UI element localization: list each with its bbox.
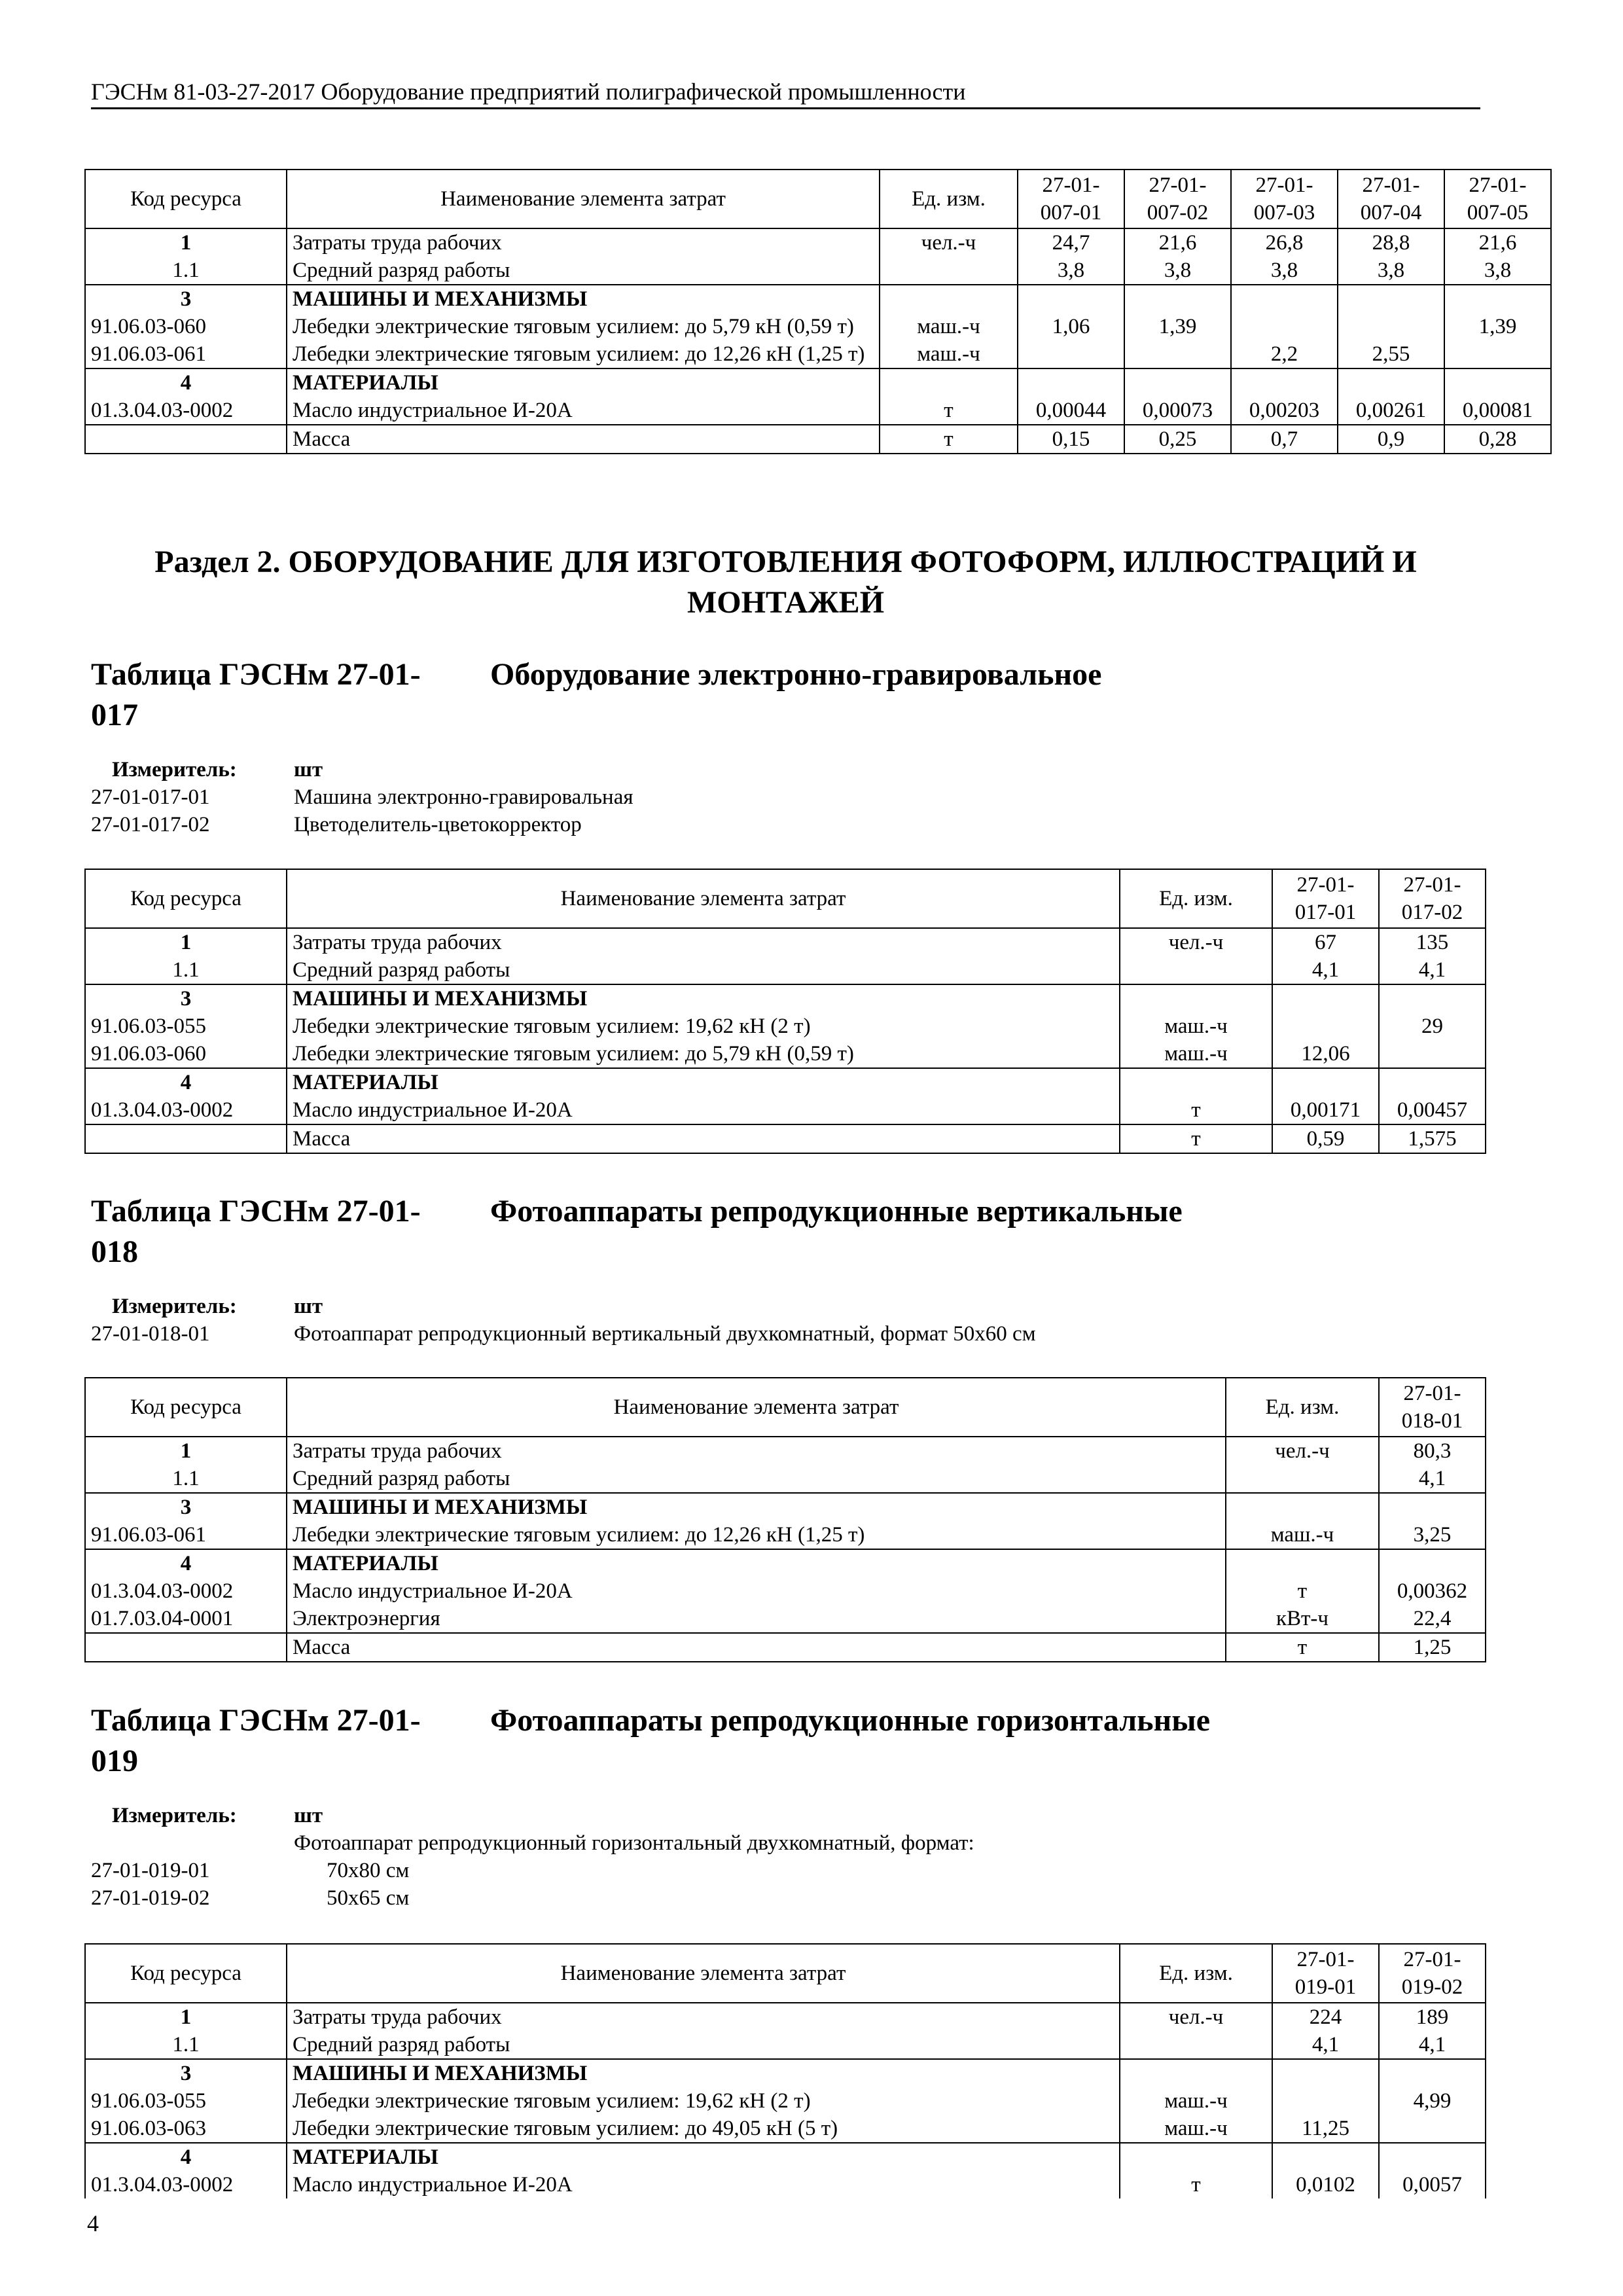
resource-code: 4 <box>85 2143 287 2171</box>
table-number: Таблица ГЭСНм 27-01-019 <box>91 1703 421 1778</box>
resource-code: 4 <box>85 1068 287 1096</box>
table-row <box>85 2003 1486 2031</box>
value-cell: 67 <box>1272 928 1379 956</box>
resource-unit: т <box>1120 1124 1272 1153</box>
resource-name: Масса <box>287 425 880 454</box>
value-cell: 0,15 <box>1018 425 1124 454</box>
table-row <box>85 2059 1486 2087</box>
value-cell: 12,06 <box>1272 1040 1379 1068</box>
measure-unit: шт <box>294 1295 323 1318</box>
resource-code: 1 <box>85 1437 287 1465</box>
item-text: Цветоделитель-цветокорректор <box>294 813 582 836</box>
table-title <box>91 1700 1480 1782</box>
table-row <box>85 1493 1486 1521</box>
value-cell: 4,1 <box>1379 956 1486 984</box>
resource-unit <box>1120 956 1272 984</box>
resource-name: Затраты труда рабочих <box>287 228 880 257</box>
value-cell: 80,3 <box>1379 1437 1486 1465</box>
page-number: 4 <box>87 2210 99 2236</box>
table-row <box>85 956 1486 984</box>
value-cell: 135 <box>1379 928 1486 956</box>
value-cell: 0,00073 <box>1124 397 1231 425</box>
resource-code: 1.1 <box>85 956 287 984</box>
resource-name: Затраты труда рабочих <box>287 928 1120 956</box>
value-cell: 2,55 <box>1338 340 1444 368</box>
measure-unit: шт <box>294 1804 323 1827</box>
table-row <box>85 1437 1486 1465</box>
table-007 <box>84 169 1552 454</box>
value-cell: 4,1 <box>1379 1465 1486 1493</box>
resource-group-name: МАШИНЫ И МЕХАНИЗМЫ <box>287 984 1120 1013</box>
table-row <box>85 2115 1486 2143</box>
item-code: 27-01-017-01 <box>91 785 210 809</box>
item-text: Фотоаппарат репродукционный вертикальный двухкомнатный, формат 50х60 см <box>294 1322 1036 1346</box>
table-name: Фотоаппараты репродукционные горизонтальные <box>490 1703 1210 1738</box>
header-col: 27-01- 007-03 <box>1231 170 1338 228</box>
item-intro: Фотоаппарат репродукционный горизонтальный двухкомнатный, формат: <box>294 1831 974 1855</box>
value-cell: 11,25 <box>1272 2115 1379 2143</box>
value-cell: 0,59 <box>1272 1124 1379 1153</box>
value-cell: 24,7 <box>1018 228 1124 257</box>
table-number: Таблица ГЭСНм 27-01-017 <box>91 657 421 732</box>
table-row <box>85 1549 1486 1577</box>
value-cell: 22,4 <box>1379 1605 1486 1633</box>
value-cell: 29 <box>1379 1013 1486 1040</box>
measure-label: Измеритель: <box>112 1804 237 1827</box>
header-name: Наименование элемента затрат <box>287 1944 1120 2003</box>
header-name: Наименование элемента затрат <box>287 1378 1226 1437</box>
value-cell <box>1272 1013 1379 1040</box>
resource-name: Лебедки электрические тяговым усилием: до 12,26 кН (1,25 т) <box>287 1521 1226 1549</box>
resource-unit: т <box>1120 2171 1272 2198</box>
resource-unit: кВт-ч <box>1226 1605 1379 1633</box>
measure-label: Измеритель: <box>112 1295 237 1318</box>
table-row <box>85 2031 1486 2059</box>
measure-block <box>91 1802 1480 1912</box>
table-row <box>85 257 1551 285</box>
resource-code <box>85 1124 287 1153</box>
resource-unit: маш.-ч <box>880 340 1018 368</box>
value-cell: 0,7 <box>1231 425 1338 454</box>
table-row <box>85 1096 1486 1124</box>
value-cell: 3,25 <box>1379 1521 1486 1549</box>
table-name: Оборудование электронно-гравировальное <box>490 657 1102 692</box>
resource-name: Электроэнергия <box>287 1605 1226 1633</box>
value-cell: 0,00171 <box>1272 1096 1379 1124</box>
table-row <box>85 2087 1486 2115</box>
value-cell: 0,0102 <box>1272 2171 1379 2198</box>
header-col: 27-01- 019-02 <box>1379 1944 1486 2003</box>
resource-name: Масса <box>287 1124 1120 1153</box>
resource-code: 91.06.03-061 <box>85 340 287 368</box>
value-cell: 1,39 <box>1124 313 1231 340</box>
header-code: Код ресурса <box>85 170 287 228</box>
measure-block <box>91 1293 1480 1348</box>
resource-name: Масло индустриальное И-20А <box>287 2171 1120 2198</box>
item-code: 27-01-017-02 <box>91 813 210 836</box>
resource-name: Масса <box>287 1633 1226 1662</box>
header-col: 27-01- 017-01 <box>1272 869 1379 928</box>
table-name: Фотоаппараты репродукционные вертикальные <box>490 1194 1183 1229</box>
resource-code: 1.1 <box>85 1465 287 1493</box>
header-code: Код ресурса <box>85 869 287 928</box>
resource-code: 4 <box>85 1549 287 1577</box>
table-row <box>85 397 1551 425</box>
value-cell: 3,8 <box>1124 257 1231 285</box>
resource-group-name: МАТЕРИАЛЫ <box>287 2143 1120 2171</box>
value-cell: 0,25 <box>1124 425 1231 454</box>
table-row <box>85 1013 1486 1040</box>
resource-name: Средний разряд работы <box>287 257 880 285</box>
resource-code: 1 <box>85 228 287 257</box>
resource-unit: чел.-ч <box>880 228 1018 257</box>
header-col: 27-01- 019-01 <box>1272 1944 1379 2003</box>
resource-code: 3 <box>85 2059 287 2087</box>
resource-group-name: МАШИНЫ И МЕХАНИЗМЫ <box>287 2059 1120 2087</box>
header-unit: Ед. изм. <box>1120 1944 1272 2003</box>
table-row <box>85 340 1551 368</box>
measure-label: Измеритель: <box>112 758 237 781</box>
value-cell <box>1018 340 1124 368</box>
resource-name: Лебедки электрические тяговым усилием: до 12,26 кН (1,25 т) <box>287 340 880 368</box>
table-row <box>85 984 1486 1013</box>
resource-unit: маш.-ч <box>1120 2087 1272 2115</box>
value-cell: 2,2 <box>1231 340 1338 368</box>
resource-code: 91.06.03-060 <box>85 1040 287 1068</box>
value-cell <box>1124 340 1231 368</box>
item-code: 27-01-019-02 <box>91 1886 210 1910</box>
value-cell: 4,99 <box>1379 2087 1486 2115</box>
value-cell: 21,6 <box>1124 228 1231 257</box>
resource-code: 1.1 <box>85 257 287 285</box>
resource-code: 01.3.04.03-0002 <box>85 1577 287 1605</box>
header-code: Код ресурса <box>85 1378 287 1437</box>
resource-code: 1.1 <box>85 2031 287 2059</box>
resource-group-name: МАТЕРИАЛЫ <box>287 368 880 397</box>
value-cell: 4,1 <box>1379 2031 1486 2059</box>
resource-code: 91.06.03-060 <box>85 313 287 340</box>
table-row <box>85 1521 1486 1549</box>
value-cell: 3,8 <box>1231 257 1338 285</box>
resource-unit <box>1226 1465 1379 1493</box>
value-cell <box>1379 1040 1486 1068</box>
resource-name: Масло индустриальное И-20А <box>287 1577 1226 1605</box>
value-cell: 0,0057 <box>1379 2171 1486 2198</box>
table-number: Таблица ГЭСНм 27-01-018 <box>91 1194 421 1269</box>
header-col: 27-01- 007-04 <box>1338 170 1444 228</box>
resource-unit: маш.-ч <box>1120 1013 1272 1040</box>
value-cell: 224 <box>1272 2003 1379 2031</box>
resource-unit: маш.-ч <box>880 313 1018 340</box>
resource-name: Лебедки электрические тяговым усилием: до 49,05 кН (5 т) <box>287 2115 1120 2143</box>
resource-name: Лебедки электрические тяговым усилием: 19,62 кН (2 т) <box>287 1013 1120 1040</box>
resource-code: 91.06.03-055 <box>85 1013 287 1040</box>
table-row <box>85 1124 1486 1153</box>
resource-name: Средний разряд работы <box>287 2031 1120 2059</box>
header-unit: Ед. изм. <box>880 170 1018 228</box>
resource-unit: т <box>880 397 1018 425</box>
item-code: 27-01-019-01 <box>91 1859 210 1882</box>
value-cell: 3,8 <box>1444 257 1551 285</box>
resource-code: 01.7.03.04-0001 <box>85 1605 287 1633</box>
header-col: 27-01- 007-01 <box>1018 170 1124 228</box>
resource-code: 91.06.03-063 <box>85 2115 287 2143</box>
header-code: Код ресурса <box>85 1944 287 2003</box>
table-row <box>85 1605 1486 1633</box>
header-col: 27-01- 007-02 <box>1124 170 1231 228</box>
value-cell: 0,00457 <box>1379 1096 1486 1124</box>
resource-unit: маш.-ч <box>1120 2115 1272 2143</box>
resource-name: Лебедки электрические тяговым усилием: до 5,79 кН (0,59 т) <box>287 313 880 340</box>
resource-group-name: МАТЕРИАЛЫ <box>287 1068 1120 1096</box>
resource-name: Масло индустриальное И-20А <box>287 1096 1120 1124</box>
resource-unit <box>1120 2031 1272 2059</box>
running-header: ГЭСНм 81-03-27-2017 Оборудование предприятий полиграфической промышленности <box>91 77 1480 109</box>
value-cell: 4,1 <box>1272 956 1379 984</box>
value-cell: 1,575 <box>1379 1124 1486 1153</box>
value-cell <box>1444 340 1551 368</box>
value-cell: 1,25 <box>1379 1633 1486 1662</box>
value-cell: 3,8 <box>1018 257 1124 285</box>
resource-unit: т <box>1226 1577 1379 1605</box>
resource-unit: т <box>1120 1096 1272 1124</box>
resource-name: Средний разряд работы <box>287 1465 1226 1493</box>
resource-name: Лебедки электрические тяговым усилием: до 5,79 кН (0,59 т) <box>287 1040 1120 1068</box>
table-018 <box>84 1377 1486 1662</box>
value-cell <box>1231 313 1338 340</box>
resource-name: Масло индустриальное И-20А <box>287 397 880 425</box>
value-cell: 26,8 <box>1231 228 1338 257</box>
resource-unit: т <box>1226 1633 1379 1662</box>
value-cell: 0,00044 <box>1018 397 1124 425</box>
value-cell: 0,9 <box>1338 425 1444 454</box>
value-cell: 21,6 <box>1444 228 1551 257</box>
resource-unit: чел.-ч <box>1226 1437 1379 1465</box>
resource-group-name: МАТЕРИАЛЫ <box>287 1549 1226 1577</box>
value-cell: 0,00203 <box>1231 397 1338 425</box>
table-row <box>85 228 1551 257</box>
table-row <box>85 1633 1486 1662</box>
value-cell <box>1272 2087 1379 2115</box>
value-cell: 0,00261 <box>1338 397 1444 425</box>
table-row <box>85 928 1486 956</box>
resource-code <box>85 425 287 454</box>
resource-name: Лебедки электрические тяговым усилием: 19,62 кН (2 т) <box>287 2087 1120 2115</box>
value-cell: 0,28 <box>1444 425 1551 454</box>
resource-unit: чел.-ч <box>1120 2003 1272 2031</box>
resource-name: Средний разряд работы <box>287 956 1120 984</box>
value-cell: 1,06 <box>1018 313 1124 340</box>
resource-code: 1 <box>85 928 287 956</box>
header-unit: Ед. изм. <box>1226 1378 1379 1437</box>
table-row <box>85 368 1551 397</box>
header-name: Наименование элемента затрат <box>287 869 1120 928</box>
table-row <box>85 285 1551 313</box>
resource-name: Затраты труда рабочих <box>287 1437 1226 1465</box>
table-title <box>91 1191 1480 1272</box>
resource-unit <box>880 257 1018 285</box>
value-cell <box>1379 2115 1486 2143</box>
resource-code <box>85 1633 287 1662</box>
table-row <box>85 1040 1486 1068</box>
value-cell: 28,8 <box>1338 228 1444 257</box>
table-row <box>85 313 1551 340</box>
resource-code: 3 <box>85 1493 287 1521</box>
table-row <box>85 2171 1486 2198</box>
measure-block <box>91 756 1480 838</box>
resource-code: 01.3.04.03-0002 <box>85 1096 287 1124</box>
table-row <box>85 1577 1486 1605</box>
value-cell: 3,8 <box>1338 257 1444 285</box>
value-cell: 0,00362 <box>1379 1577 1486 1605</box>
measure-unit: шт <box>294 758 323 781</box>
resource-unit: маш.-ч <box>1226 1521 1379 1549</box>
header-col: 27-01- 017-02 <box>1379 869 1486 928</box>
header-unit: Ед. изм. <box>1120 869 1272 928</box>
table-row <box>85 1465 1486 1493</box>
value-cell: 1,39 <box>1444 313 1551 340</box>
resource-unit: маш.-ч <box>1120 1040 1272 1068</box>
resource-code: 3 <box>85 285 287 313</box>
table-row <box>85 1068 1486 1096</box>
section-title: Раздел 2. ОБОРУДОВАНИЕ ДЛЯ ИЗГОТОВЛЕНИЯ ФОТОФОРМ, ИЛЛЮСТРАЦИЙ И МОНТАЖЕЙ <box>154 545 1417 620</box>
resource-code: 91.06.03-061 <box>85 1521 287 1549</box>
resource-code: 4 <box>85 368 287 397</box>
table-017 <box>84 869 1486 1154</box>
resource-unit: т <box>880 425 1018 454</box>
resource-group-name: МАШИНЫ И МЕХАНИЗМЫ <box>287 1493 1226 1521</box>
table-row <box>85 2143 1486 2171</box>
header-col: 27-01- 007-05 <box>1444 170 1551 228</box>
header-name: Наименование элемента затрат <box>287 170 880 228</box>
item-code: 27-01-018-01 <box>91 1322 210 1346</box>
value-cell: 0,00081 <box>1444 397 1551 425</box>
value-cell <box>1338 313 1444 340</box>
header-col: 27-01- 018-01 <box>1379 1378 1486 1437</box>
item-text: 70х80 см <box>327 1859 410 1882</box>
item-text: 50х65 см <box>327 1886 410 1910</box>
resource-code: 01.3.04.03-0002 <box>85 2171 287 2198</box>
resource-code: 3 <box>85 984 287 1013</box>
item-text: Машина электронно-гравировальная <box>294 785 633 809</box>
value-cell: 4,1 <box>1272 2031 1379 2059</box>
value-cell: 189 <box>1379 2003 1486 2031</box>
resource-name: Затраты труда рабочих <box>287 2003 1120 2031</box>
table-title <box>91 655 1480 736</box>
resource-group-name: МАШИНЫ И МЕХАНИЗМЫ <box>287 285 880 313</box>
resource-code: 01.3.04.03-0002 <box>85 397 287 425</box>
resource-unit: чел.-ч <box>1120 928 1272 956</box>
resource-code: 91.06.03-055 <box>85 2087 287 2115</box>
resource-code: 1 <box>85 2003 287 2031</box>
table-row <box>85 425 1551 454</box>
table-019 <box>84 1943 1486 2198</box>
